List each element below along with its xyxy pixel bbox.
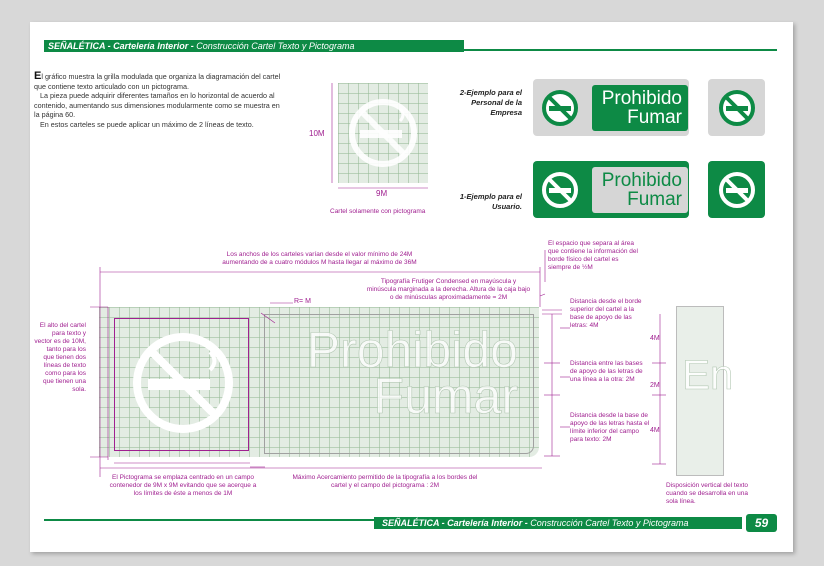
sign-user-line1: Prohibido (601, 169, 682, 191)
vertical-layout-note: Disposición vertical del texto cuando se desarrolla en una sola línea. (666, 482, 749, 505)
radius-label: R= M (294, 298, 311, 305)
header-rule (464, 49, 777, 51)
typography-note: Tipografía Frutiger Condensed en mayúscula y minúscula marginada a la derecha. Altura de la caja bajo o de minúsculas aproximadamente = 2M (366, 278, 531, 301)
example1-label (442, 192, 522, 212)
max-approach-note: Máximo Acercamiento permitido de la tipografía a los bordes del cartel y el campo del pictograma : 2M (292, 474, 478, 489)
page-header (44, 40, 777, 52)
footer-section: SEÑALÉTICA - Cartelería Interior - (382, 518, 528, 528)
intro-p3: En estos carteles se puede aplicar un máximo de 2 líneas de texto. (40, 119, 254, 129)
vertical-2m: 2M (650, 382, 660, 389)
height-note: El alto del cartel para texto y vector es de 10M, tanto para los que tienen dos líneas de texto como para los que tienen una sola. (34, 322, 86, 393)
footer-title (382, 517, 688, 529)
ghost-line1: Prohibido (306, 322, 518, 378)
header-title (48, 40, 354, 52)
sign-personal (533, 79, 689, 136)
width-range-note: Los anchos de los carteles varían desde el valor mínimo de 24M aumentando de a cuatro módulos M hasta llegar al máximo de 36M (222, 251, 417, 266)
intro-text (34, 72, 284, 130)
page-footer (44, 517, 777, 529)
header-subtitle: Construcción Cartel Texto y Pictograma (196, 41, 355, 51)
sign-user (533, 161, 689, 218)
vertical-4m-top: 4M (650, 335, 660, 342)
sign-personal-text-box (592, 85, 688, 131)
example2-label (442, 88, 522, 118)
no-smoking-icon (540, 170, 580, 210)
sign-personal-line1: Prohibido (601, 87, 682, 109)
page-sheet (30, 22, 793, 552)
small-grid-height-label: 10M (309, 129, 325, 138)
no-smoking-icon (540, 88, 580, 128)
pictogram-tile-user (708, 161, 765, 218)
dropcap: E (34, 70, 42, 82)
page-number: 59 (746, 514, 777, 532)
border-space-note: El espacio que separa al área que contiene la información del borde físico del cartel es siempre de ½M (548, 240, 638, 271)
no-smoking-icon (717, 88, 757, 128)
ghost-line2: Fumar (373, 368, 518, 424)
no-smoking-icon (128, 328, 238, 438)
distance-top-note: Distancia desde el borde superior del cartel a la base de apoyo de las letras: 4M (570, 298, 642, 329)
distance-bottom-note: Distancia desde la base de apoyo de las letras hasta el límite inferior del campo para texto: 2M (570, 412, 650, 443)
example2-label-text: 2-Ejemplo para el Personal de la Empresa (459, 88, 522, 117)
intro-p2: La pieza puede adquirir diferentes tamaños en lo horizontal de acuerdo al contenido, aumentando sus dimensiones modularmente como se muestra en la página 60. (34, 91, 280, 120)
sign-personal-line2: Fumar (627, 106, 682, 128)
vertical-layout-letters: En (682, 351, 734, 398)
intro-p1: l gráfico muestra la grilla modulada que organiza la diagramación del cartel que contiene texto articulado con un pictograma. (34, 72, 281, 91)
small-grid-dimension-lines (328, 80, 428, 200)
vertical-4m-bottom: 4M (650, 427, 660, 434)
sign-user-text-box (592, 167, 688, 213)
example1-label-text: 1-Ejemplo para el Usuario. (459, 192, 522, 211)
ghost-text (292, 322, 518, 424)
footer-subtitle: Construcción Cartel Texto y Pictograma (530, 518, 689, 528)
footer-rule (44, 519, 374, 521)
pictogram-note: El Pictograma se emplaza centrado en un campo contenedor de 9M x 9M evitando que se acerque a los límites de éste a menos de 1M (109, 474, 257, 497)
sign-user-line2: Fumar (627, 188, 682, 210)
no-smoking-icon (717, 170, 757, 210)
header-section: SEÑALÉTICA - Cartelería Interior - (48, 41, 194, 51)
pictogram-tile-personal (708, 79, 765, 136)
small-grid-caption: Cartel solamente con pictograma (330, 208, 426, 215)
small-grid-width-label: 9M (376, 189, 388, 198)
distance-between-note: Distancia entre las bases de apoyo de las letras de una línea a la otra: 2M (570, 360, 643, 383)
